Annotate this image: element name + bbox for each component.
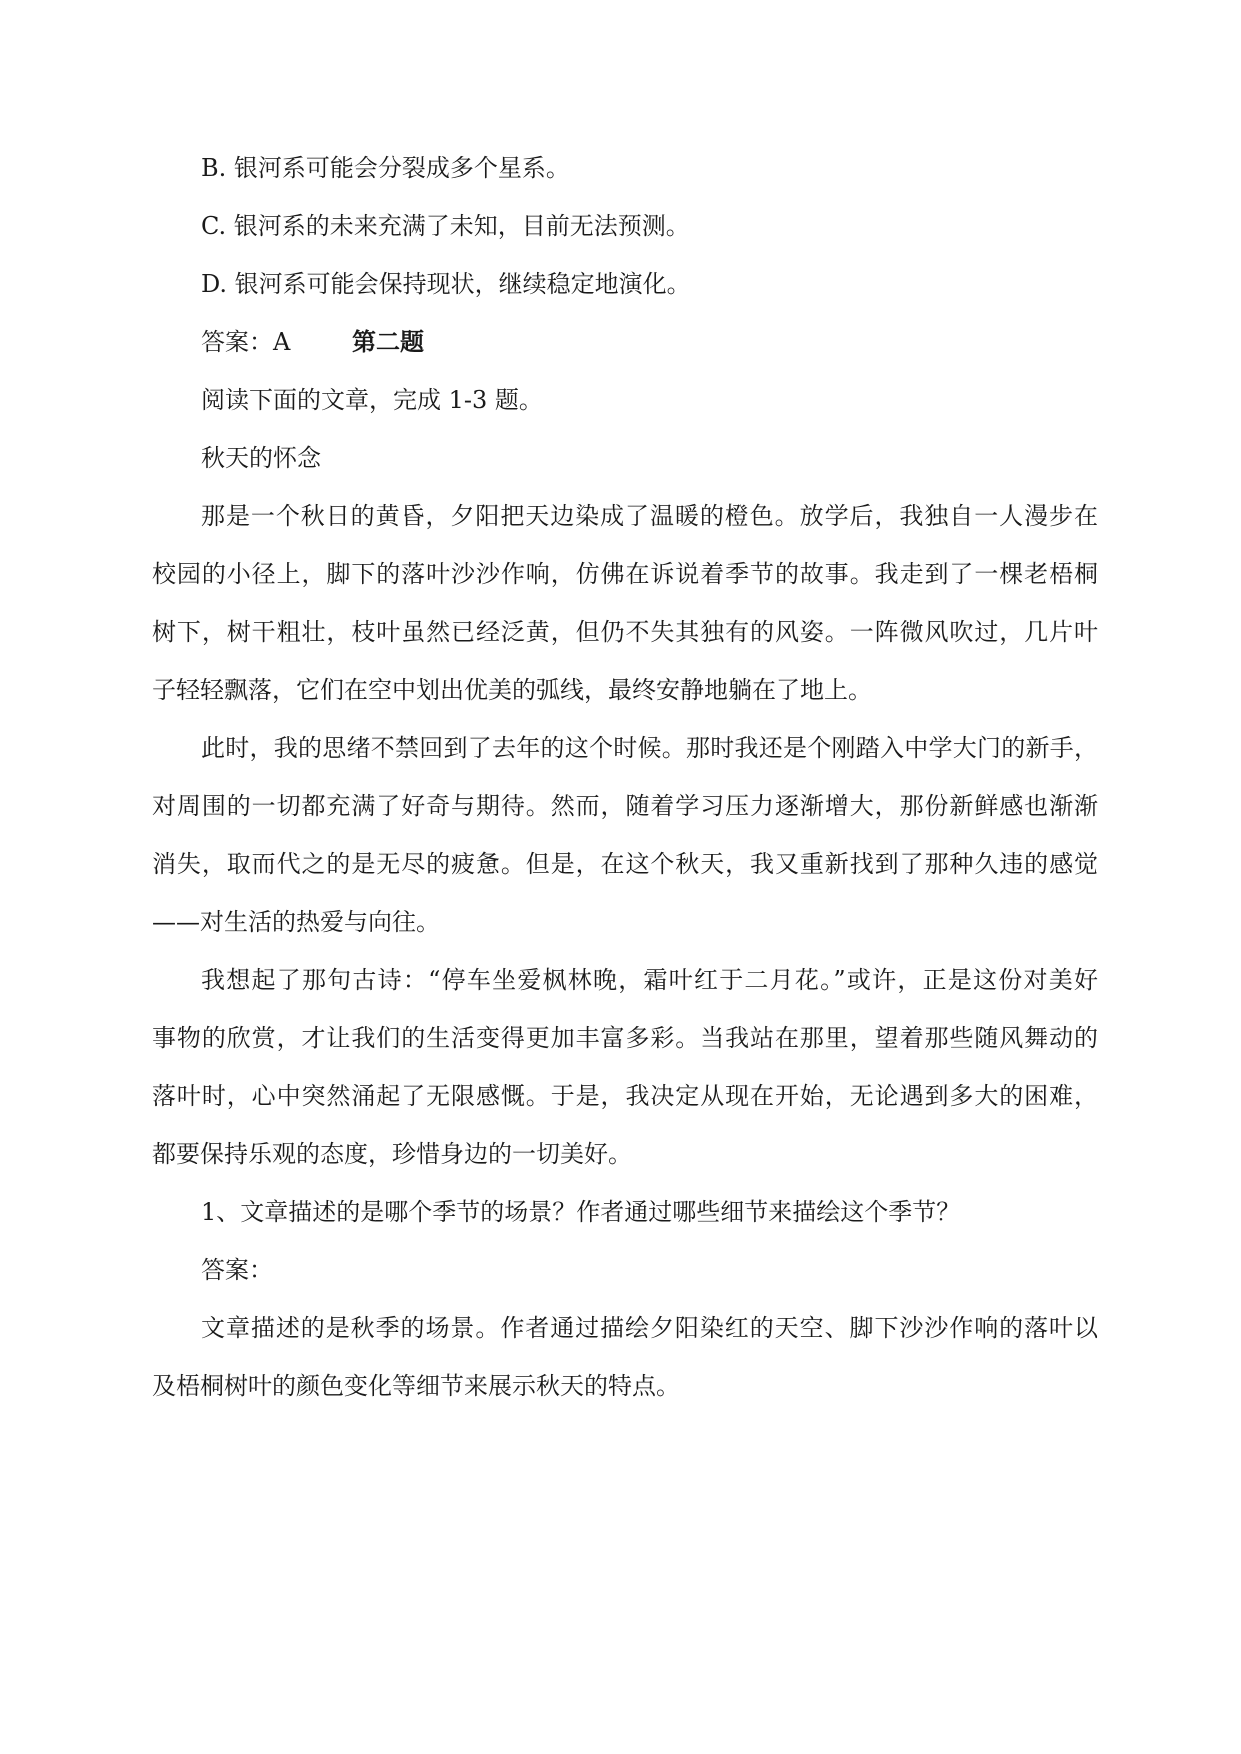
question-1: 1、文章描述的是哪个季节的场景？作者通过哪些细节来描绘这个季节？ <box>201 1198 961 1226</box>
answer-1-line: 及梧桐树叶的颜色变化等细节来展示秋天的特点。 <box>152 1372 680 1400</box>
article-p2-line: 此时，我的思绪不禁回到了去年的这个时候。那时我还是个刚踏入中学大门的新手， <box>201 734 1098 762</box>
article-title: 秋天的怀念 <box>201 444 321 472</box>
option-b: B. 银河系可能会分裂成多个星系。 <box>201 154 570 182</box>
option-d: D. 银河系可能会保持现状，继续稳定地演化。 <box>201 270 691 298</box>
answer-1-line: 文章描述的是秋季的场景。作者通过描绘夕阳染红的天空、脚下沙沙作响的落叶以 <box>201 1314 1098 1342</box>
answer-label: 答案： <box>201 1256 273 1284</box>
article-p3-line: 我想起了那句古诗：“停车坐爱枫林晚，霜叶红于二月花。”或许，正是这份对美好 <box>201 966 1098 994</box>
article-p2-line: ——对生活的热爱与向往。 <box>152 908 440 936</box>
article-p3-line: 事物的欣赏，才让我们的生活变得更加丰富多彩。当我站在那里，望着那些随风舞动的 <box>152 1024 1098 1052</box>
article-p3-line: 落叶时，心中突然涌起了无限感慨。于是，我决定从现在开始，无论遇到多大的困难， <box>152 1082 1098 1110</box>
previous-answer: 答案：A <box>201 328 291 356</box>
article-p1-line: 校园的小径上，脚下的落叶沙沙作响，仿佛在诉说着季节的故事。我走到了一棵老梧桐 <box>152 560 1098 588</box>
instruction: 阅读下面的文章，完成 1-3 题。 <box>201 386 543 414</box>
article-p1-line: 那是一个秋日的黄昏，夕阳把天边染成了温暖的橙色。放学后，我独自一人漫步在 <box>201 502 1098 530</box>
article-p2-line: 消失，取而代之的是无尽的疲惫。但是，在这个秋天，我又重新找到了那种久违的感觉 <box>152 850 1098 878</box>
section-title: 第二题 <box>352 328 424 356</box>
article-p1-line: 树下，树干粗壮，枝叶虽然已经泛黄，但仍不失其独有的风姿。一阵微风吹过，几片叶 <box>152 618 1098 646</box>
option-c: C. 银河系的未来充满了未知，目前无法预测。 <box>201 212 690 240</box>
article-p2-line: 对周围的一切都充满了好奇与期待。然而，随着学习压力逐渐增大，那份新鲜感也渐渐 <box>152 792 1098 820</box>
article-p3-line: 都要保持乐观的态度，珍惜身边的一切美好。 <box>152 1140 632 1168</box>
article-p1-line: 子轻轻飘落，它们在空中划出优美的弧线，最终安静地躺在了地上。 <box>152 676 872 704</box>
